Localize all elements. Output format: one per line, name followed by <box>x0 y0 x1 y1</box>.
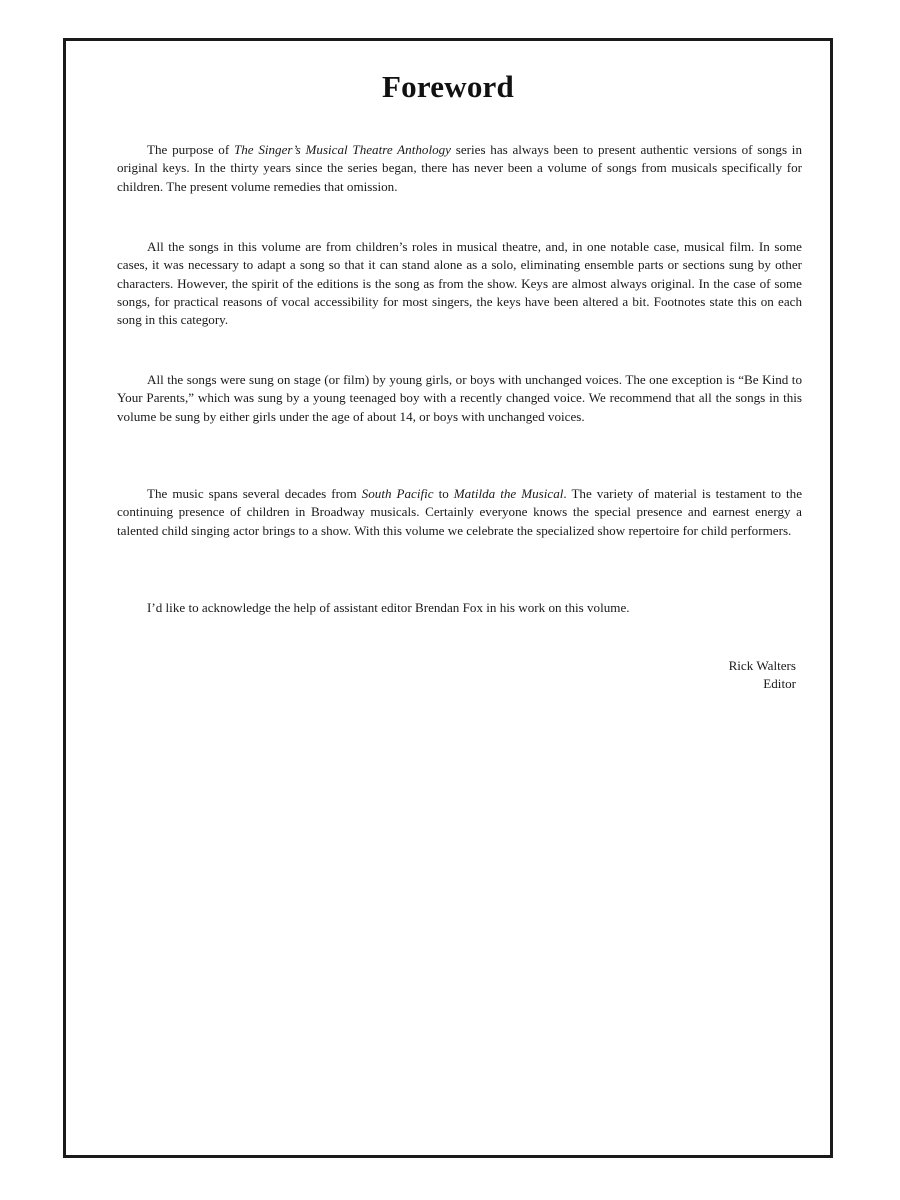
paragraph-music-span-text-1: The music spans several decades from <box>147 486 362 501</box>
paragraph-song-sources: All the songs in this volume are from children’s roles in musical theatre, and, in one notable case, musical film. In some cases, it was necessary to adapt a song so that it can stand alone as a solo, eliminating ensemble parts or sections sung by other characters. However, the spirit of the editions is the song as from the show. Keys are almost always original. In the case of some songs, for practical reasons of vocal accessibility for most singers, the keys have been altered a bit. Footnotes state this on each song in this category. <box>117 239 802 328</box>
paragraph-music-span-text-3: . The variety of material is testament to the continuing presence of children in Broadway musicals. Certainly everyone knows the special presence and earnest energy a talented child singing actor brings to a show. With this volume we celebrate the specialized show repertoire for child performers. <box>117 486 803 538</box>
paragraph-music-span <box>117 485 802 540</box>
page-title: Foreword <box>382 69 514 104</box>
series-title: The Singer’s Musical Theatre Anthology <box>233 142 451 157</box>
paragraph-purpose-text-2: series has always been to present authentic versions of songs in original keys. In the thirty years since the series began, there has never been a volume of songs from musicals specifically for children. The present volume remedies that omission. <box>117 142 802 194</box>
paragraph-music-span-text-2: to <box>433 486 454 501</box>
paragraph-purpose <box>117 141 802 196</box>
paragraph-acknowledgement: I’d like to acknowledge the help of assistant editor Brendan Fox in his work on this volume. <box>147 600 630 615</box>
signature-role: Editor <box>763 676 796 692</box>
paragraph-voices: All the songs were sung on stage (or film) by young girls, or boys with unchanged voices. The one exception is “Be Kind to Your Parents,” which was sung by a young teenaged boy with a recently changed voice. We recommend that all the songs in this volume be sung by either girls under the age of about 14, or boys with unchanged voices. <box>117 372 802 424</box>
signature-block <box>729 657 796 694</box>
page-frame <box>63 38 833 1158</box>
show-title-south-pacific: South Pacific <box>361 486 434 501</box>
paragraph-purpose-text-1: The purpose of <box>147 142 234 157</box>
show-title-matilda: Matilda the Musical <box>453 486 564 501</box>
signature-name: Rick Walters <box>728 658 796 673</box>
